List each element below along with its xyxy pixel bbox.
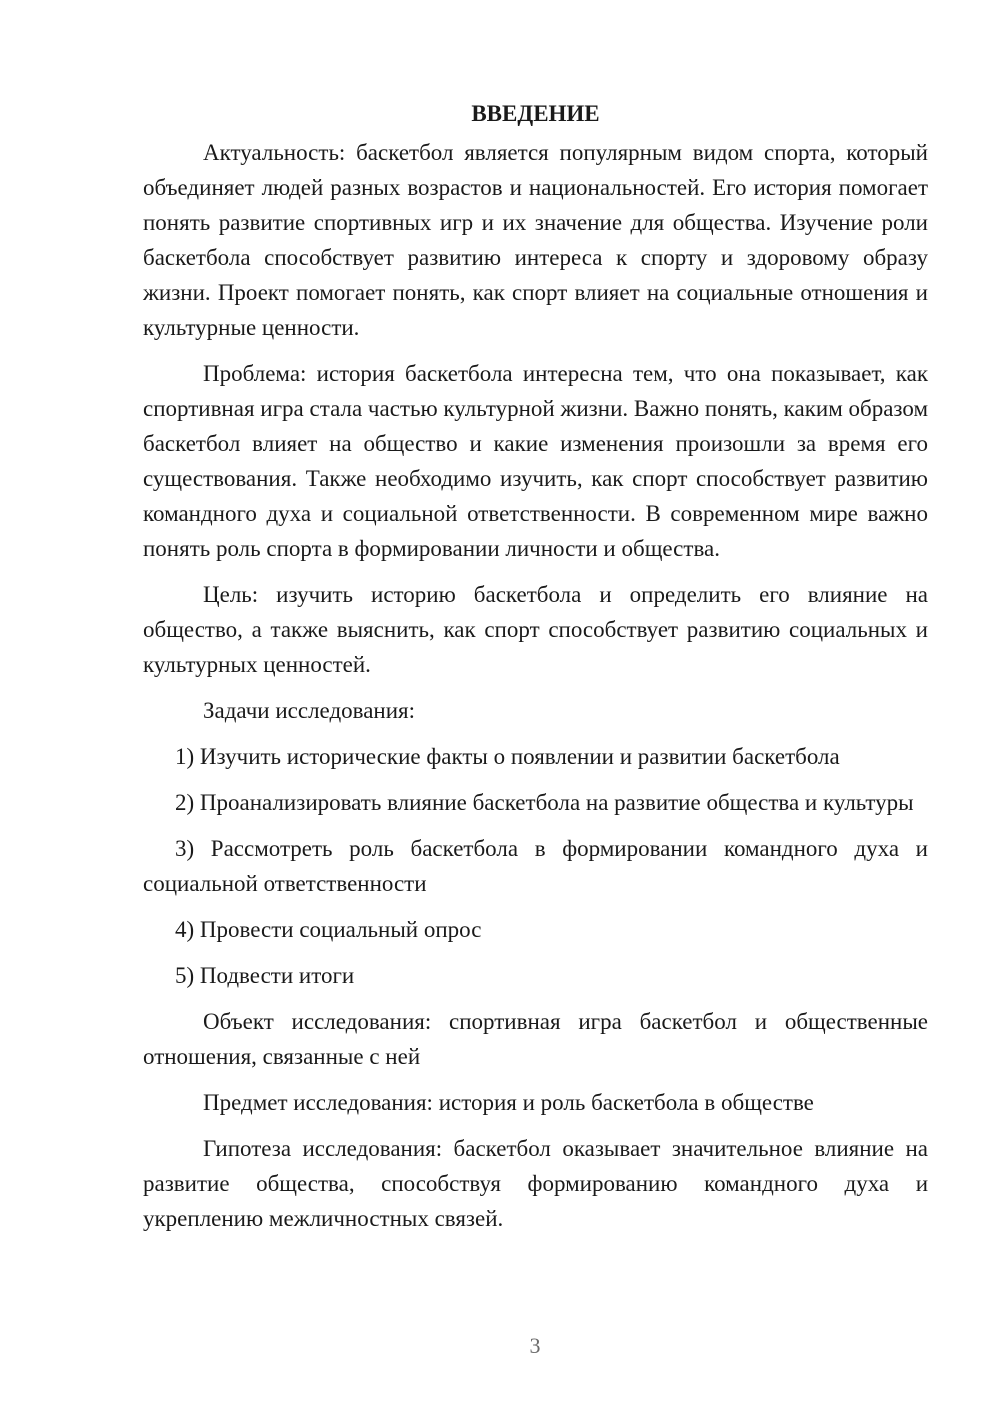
document-body: [143, 96, 928, 1247]
paragraph-problem: Проблема: история баскетбола интересна тем, что она показывает, как спортивная игра стала частью культурной жизни. Важно понять, каким образом баскетбол влияет на общество и какие изменения произошли за время его существования. Также необходимо изучить, как спорт способствует развитию командного духа и социальной ответственности. В современном мире важно понять роль спорта в формировании личности и общества.: [143, 361, 928, 561]
paragraph-hypothesis: Гипотеза исследования: баскетбол оказывает значительное влияние на развитие общества, способствуя формированию командного духа и укреплению межличностных связей.: [143, 1136, 928, 1231]
paragraph-relevance: Актуальность: баскетбол является популярным видом спорта, который объединяет людей разных возрастов и национальностей. Его история помогает понять развитие спортивных игр и их значение для общества. Изучение роли баскетбола способствует развитию интереса к спорту и здоровому образу жизни. Проект помогает понять, как спорт влияет на социальные отношения и культурные ценности.: [143, 140, 928, 340]
task-item-1: 1) Изучить исторические факты о появлении и развитии баскетбола: [175, 744, 840, 769]
page-number: 3: [529, 1333, 541, 1358]
task-item-5: 5) Подвести итоги: [175, 963, 355, 988]
tasks-heading: Задачи исследования:: [203, 698, 416, 723]
paragraph-goal: Цель: изучить историю баскетбола и определить его влияние на общество, а также выяснить, как спорт способствует развитию социальных и культурных ценностей.: [143, 582, 928, 677]
task-item-4: 4) Провести социальный опрос: [175, 917, 482, 942]
section-title: ВВЕДЕНИЕ: [471, 101, 600, 126]
task-item-3: 3) Рассмотреть роль баскетбола в формировании командного духа и социальной ответственности: [143, 836, 928, 896]
paragraph-object: Объект исследования: спортивная игра баскетбол и общественные отношения, связанные с ней: [143, 1009, 928, 1069]
task-item-2: 2) Проанализировать влияние баскетбола на развитие общества и культуры: [175, 790, 914, 815]
paragraph-subject: Предмет исследования: история и роль баскетбола в обществе: [203, 1090, 814, 1115]
